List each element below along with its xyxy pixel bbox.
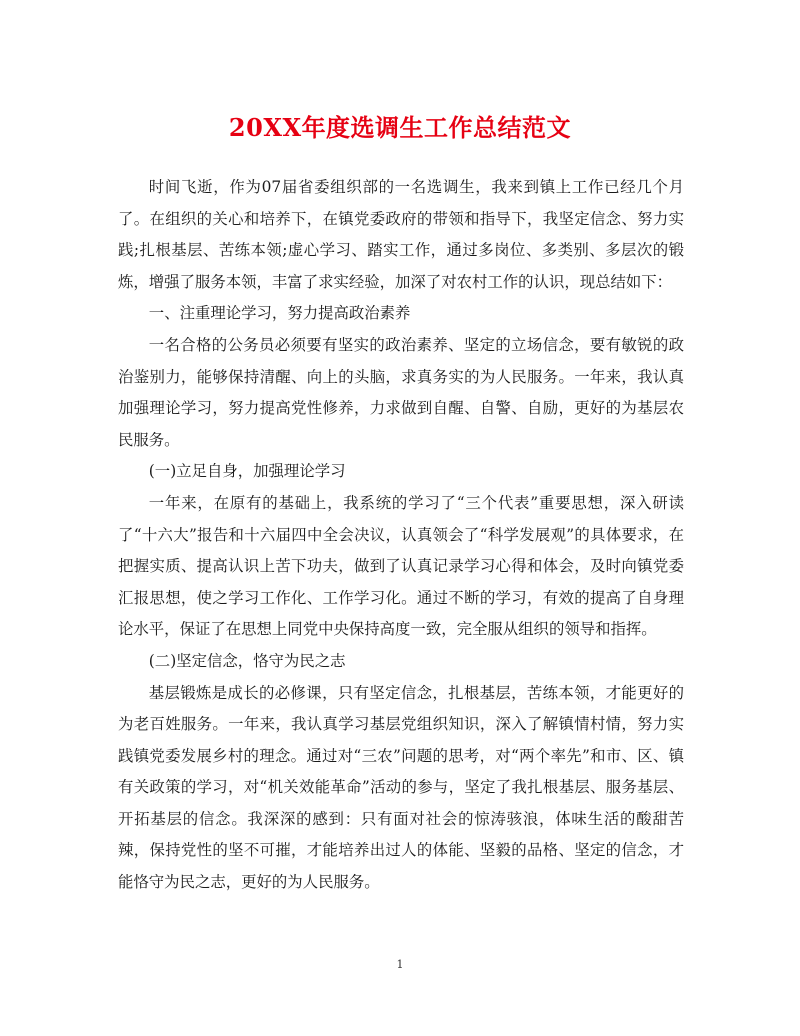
section-1-paragraph: 一名合格的公务员必须要有坚实的政治素养、坚定的立场信念，要有敏锐的政治鉴别力，能够保持清醒、向上的头脑，求真务实的为人民服务。一年来，我认真加强理论学习，努力提高党性修养，力求做到自醒、自警、自励，更好的为基层农民服务。: [118, 335, 684, 449]
document-body: [118, 172, 684, 899]
document-title: 20XX年度选调生工作总结范文: [228, 113, 572, 142]
subsection-2-paragraph: 基层锻炼是成长的必修课，只有坚定信念，扎根基层，苦练本领，才能更好的为老百姓服务。一年来，我认真学习基层党组织知识，深入了解镇情村情，努力实践镇党委发展乡村的理念。通过对“三农”问题的思考，对“两个率先”和市、区、镇有关政策的学习，对“机关效能革命”活动的参与，坚定了我扎根基层、服务基层、开拓基层的信念。我深深的感到：只有面对社会的惊涛骇浪，体味生活的酸甜苦辣，保持党性的坚不可摧，才能培养出过人的体能、坚毅的品格、坚定的信念，才能恪守为民之志，更好的为人民服务。: [118, 683, 684, 892]
intro-paragraph: 时间飞逝，作为07届省委组织部的一名选调生，我来到镇上工作已经几个月了。在组织的关心和培养下，在镇党委政府的带领和指导下，我坚定信念、努力实践;扎根基层、苦练本领;虚心学习、踏实工作，通过多岗位、多类别、多层次的锻炼，增强了服务本领，丰富了求实经验，加深了对农村工作的认识，现总结如下：: [118, 178, 684, 291]
subsection-heading-2: (二)坚定信念，恪守为民之志: [148, 651, 346, 670]
subsection-heading-1: (一)立足自身，加强理论学习: [148, 462, 346, 481]
subsection-1-paragraph: 一年来，在原有的基础上，我系统的学习了“三个代表”重要思想，深入研读了“十六大”报告和十六届四中全会决议，认真领会了“科学发展观”的具体要求，在把握实质、提高认识上苦下功夫，做到了认真记录学习心得和体会，及时向镇党委汇报思想，使之学习工作化、工作学习化。通过不断的学习，有效的提高了自身理论水平，保证了在思想上同党中央保持高度一致，完全服从组织的领导和指挥。: [118, 493, 684, 639]
section-heading-1: 一、注重理论学习，努力提高政治素养: [148, 304, 411, 323]
page-number: 1: [396, 958, 404, 971]
